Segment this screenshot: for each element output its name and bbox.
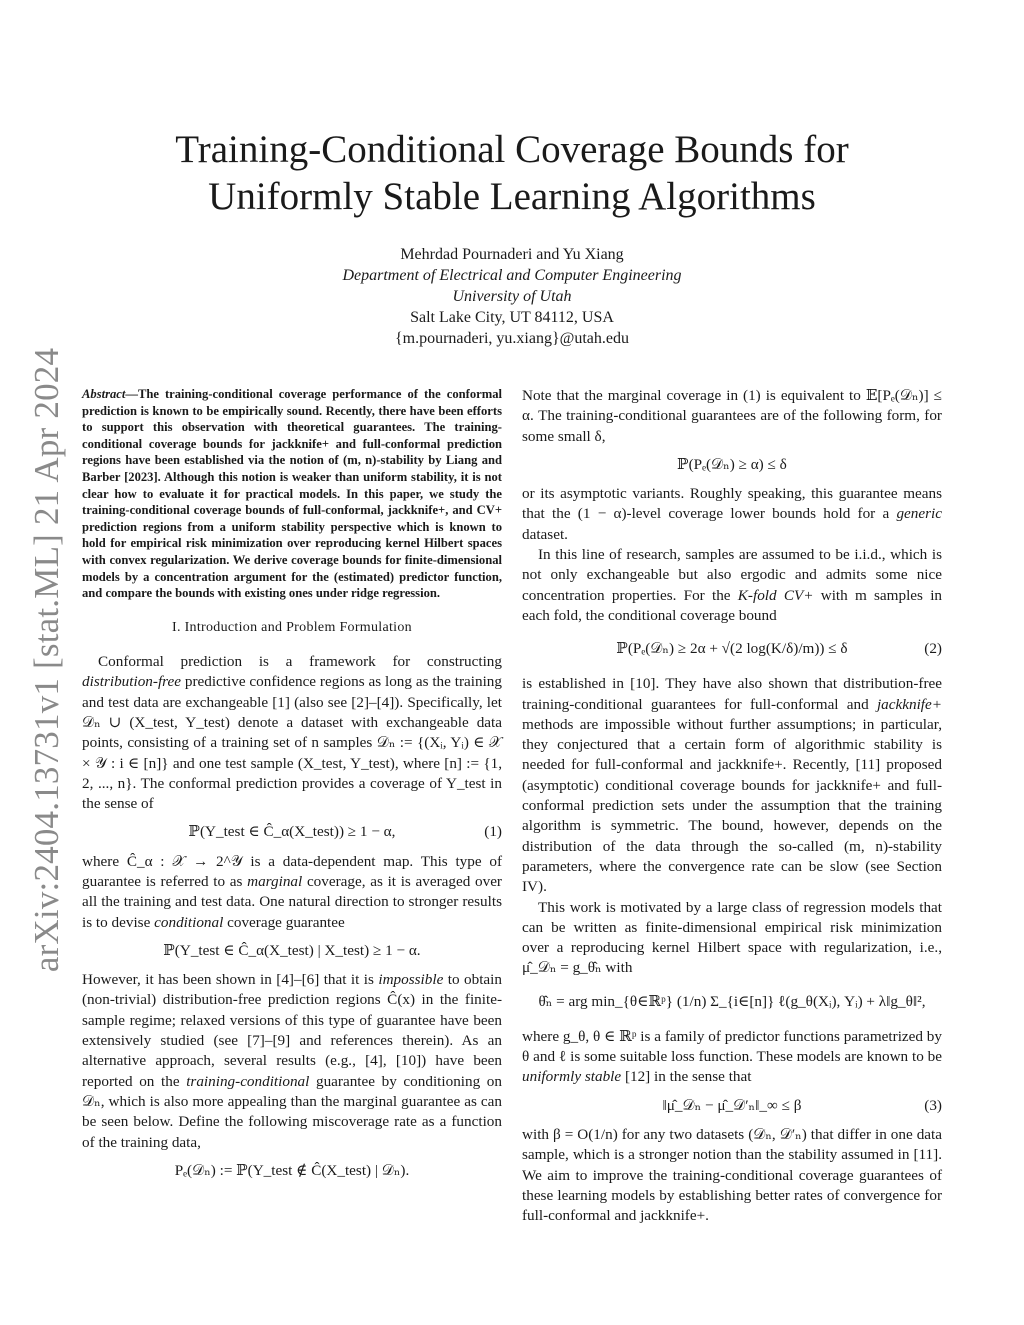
author-block (200, 244, 824, 349)
right-paragraph-3: In this line of research, samples are assumed to be i.i.d., which is not only exchangeable but also ergodic and admits some nice concentration properties. For the K-fold CV+ with m samples in each fold, the conditional coverage bound (522, 546, 943, 624)
right-column (522, 386, 942, 1226)
equation-1 (82, 822, 502, 842)
author-names: Mehrdad Pournaderi and Yu Xiang (400, 246, 624, 263)
equation-conditional: ℙ(Y_test ∈ Ĉ_α(X_test) | X_test) ≥ 1 − α. (163, 941, 421, 959)
equation-3 (522, 1096, 942, 1116)
author-university: University of Utah (452, 288, 572, 305)
intro-paragraph-1: Conformal prediction is a framework for constructing distribution-free predictive confidence regions as long as the training and test data are exchangeable [1] (also see [2]–[4]). Specifically, let 𝒟ₙ ∪ (X_test, Y_test) denote a dataset with exchangeable data points, consisting of a training set of n samples 𝒟ₙ := {(Xᵢ, Yᵢ) ∈ 𝒳 × 𝒴 : i ∈ [n]} and one test sample (X_test, Y_test), where [n] := {1, 2, ..., n}. The conformal prediction provides a coverage of Y_test in the sense of (82, 653, 502, 813)
abstract-label: Abstract (82, 387, 126, 401)
equation-theta: θ̂ₙ = arg min_{θ∈ℝᵖ} (1/n) Σ_{i∈[n]} ℓ(g_θ(Xᵢ), Yᵢ) + λ‖g_θ‖², (538, 992, 926, 1010)
equation-miscoverage: Pₑ(𝒟ₙ) := ℙ(Y_test ∉ Ĉ(X_test) | 𝒟ₙ). (174, 1161, 410, 1179)
title-line-1: Training-Conditional Coverage Bounds for (175, 128, 849, 171)
author-email: {m.pournaderi, yu.xiang}@utah.edu (394, 330, 630, 347)
intro-paragraph-3: However, it has been shown in [4]–[6] that it is impossible to obtain (non-trivial) distribution-free prediction regions Ĉ(x) in the finite-sample regime; relaxed versions of this type of guarantee have been extensively studied (see [7]–[9] and references therein). As an alternative approach, several results (e.g., [4], [10]) have been reported on the training-conditional guarantee by conditioning on 𝒟ₙ, which is also more appealing than the marginal guarantee as can be seen below. Define the following miscoverage rate as a function of the training data, (82, 971, 502, 1151)
equation-2 (522, 636, 942, 662)
equation-3-body: ‖μ̂_𝒟ₙ − μ̂_𝒟′ₙ‖_∞ ≤ β (662, 1096, 802, 1114)
right-paragraph-6: where g_θ, θ ∈ ℝᵖ is a family of predictor functions parametrized by θ and ℓ is some suitable loss function. These models are known to be uniformly stable [12] in the sense that (522, 1027, 942, 1086)
right-paragraph-1: Note that the marginal coverage in (1) is equivalent to 𝔼[Pₑ(𝒟ₙ)] ≤ α. The training-conditional guarantees are of the following form, for some small δ, (522, 387, 942, 445)
right-paragraph-7: with β = O(1/n) for any two datasets (𝒟ₙ, 𝒟′ₙ) that differ in one data sample, which is a stronger notion than the stability assumed in [11]. We aim to improve the training-conditional coverage guarantees of these learning models by establishing better rates of convergence for full-conformal and jackknife+. (522, 1125, 942, 1225)
title-line-2: Uniformly Stable Learning Algorithms (208, 175, 816, 218)
arxiv-side-stamp: arXiv:2404.13731v1 [stat.ML] 21 Apr 2024 (27, 347, 66, 973)
abstract-text: —The training-conditional coverage performance of the conformal prediction is known to be empirically sound. Recently, there have been efforts to support this observation with theoretical guarantees. The training-conditional coverage bounds for jackknife+ and full-conformal prediction regions have been established via the notion of (m, n)-stability by Liang and Barber [2023]. Although this notion is weaker than uniform stability, it is not clear how to evaluate it for practical models. In this paper, we study the training-conditional coverage bounds of full-conformal, jackknife+, and CV+ prediction regions from a uniform stability perspective which is known to hold for empirical risk minimization over reproducing kernel Hilbert spaces with convex regularization. We derive coverage bounds for finite-dimensional models by a concentration argument for the (estimated) predictor function, and compare the bounds with existing ones under ridge regression. (82, 387, 502, 601)
right-paragraph-4: is established in [10]. They have also shown that distribution-free training-conditional guarantees for full-conformal and jackknife+ methods are impossible without further assumptions; in particular, they conjectured that a certain form of algorithmic stability is needed for full-conformal and jackknife+. Recently, [11] proposed (asymptotic) conditional coverage bounds for jackknife+ and full-conformal prediction sets under the assumption that the training algorithm is symmetric. The bound, however, depends on the distribution of the data through the so-called (m, n)-stability parameters, where the convergence rate can be slow (see Section IV). (522, 675, 942, 896)
equation-1-body: ℙ(Y_test ∈ Ĉ_α(X_test)) ≥ 1 − α, (188, 823, 396, 841)
right-paragraph-5: This work is motivated by a large class of regression models that can be written as finite-dimensional empirical risk minimization over a reproducing kernel Hilbert space with regularization, i.e., μ̂_𝒟ₙ = g_θ̂ₙ with (522, 898, 942, 977)
author-department: Department of Electrical and Computer Engineering (342, 267, 682, 284)
abstract (82, 386, 502, 602)
equation-2-body: ℙ(Pₑ(𝒟ₙ) ≥ 2α + √(2 log(K/δ)/m)) ≤ δ (616, 640, 848, 658)
equation-3-number: (3) (924, 1096, 942, 1114)
paper-title (90, 126, 934, 220)
author-city: Salt Lake City, UT 84112, USA (410, 309, 614, 326)
left-column (82, 386, 502, 1190)
right-paragraph-2: or its asymptotic variants. Roughly speaking, this guarantee means that the (1 − α)-level coverage lower bounds hold for a generic dataset. (522, 485, 942, 543)
equation-2-number: (2) (924, 640, 942, 658)
section-heading: I. Introduction and Problem Formulation (172, 619, 412, 635)
equation-1-number: (1) (484, 823, 502, 841)
equation-delta: ℙ(Pₑ(𝒟ₙ) ≥ α) ≤ δ (677, 455, 787, 473)
intro-paragraph-2: where Ĉ_α : 𝒳 → 2^𝒴 is a data-dependent map. This type of guarantee is referred to as marginal coverage, as it is averaged over all the training and test data. One natural direction to stronger results is to devise conditional coverage guarantee (82, 852, 502, 931)
